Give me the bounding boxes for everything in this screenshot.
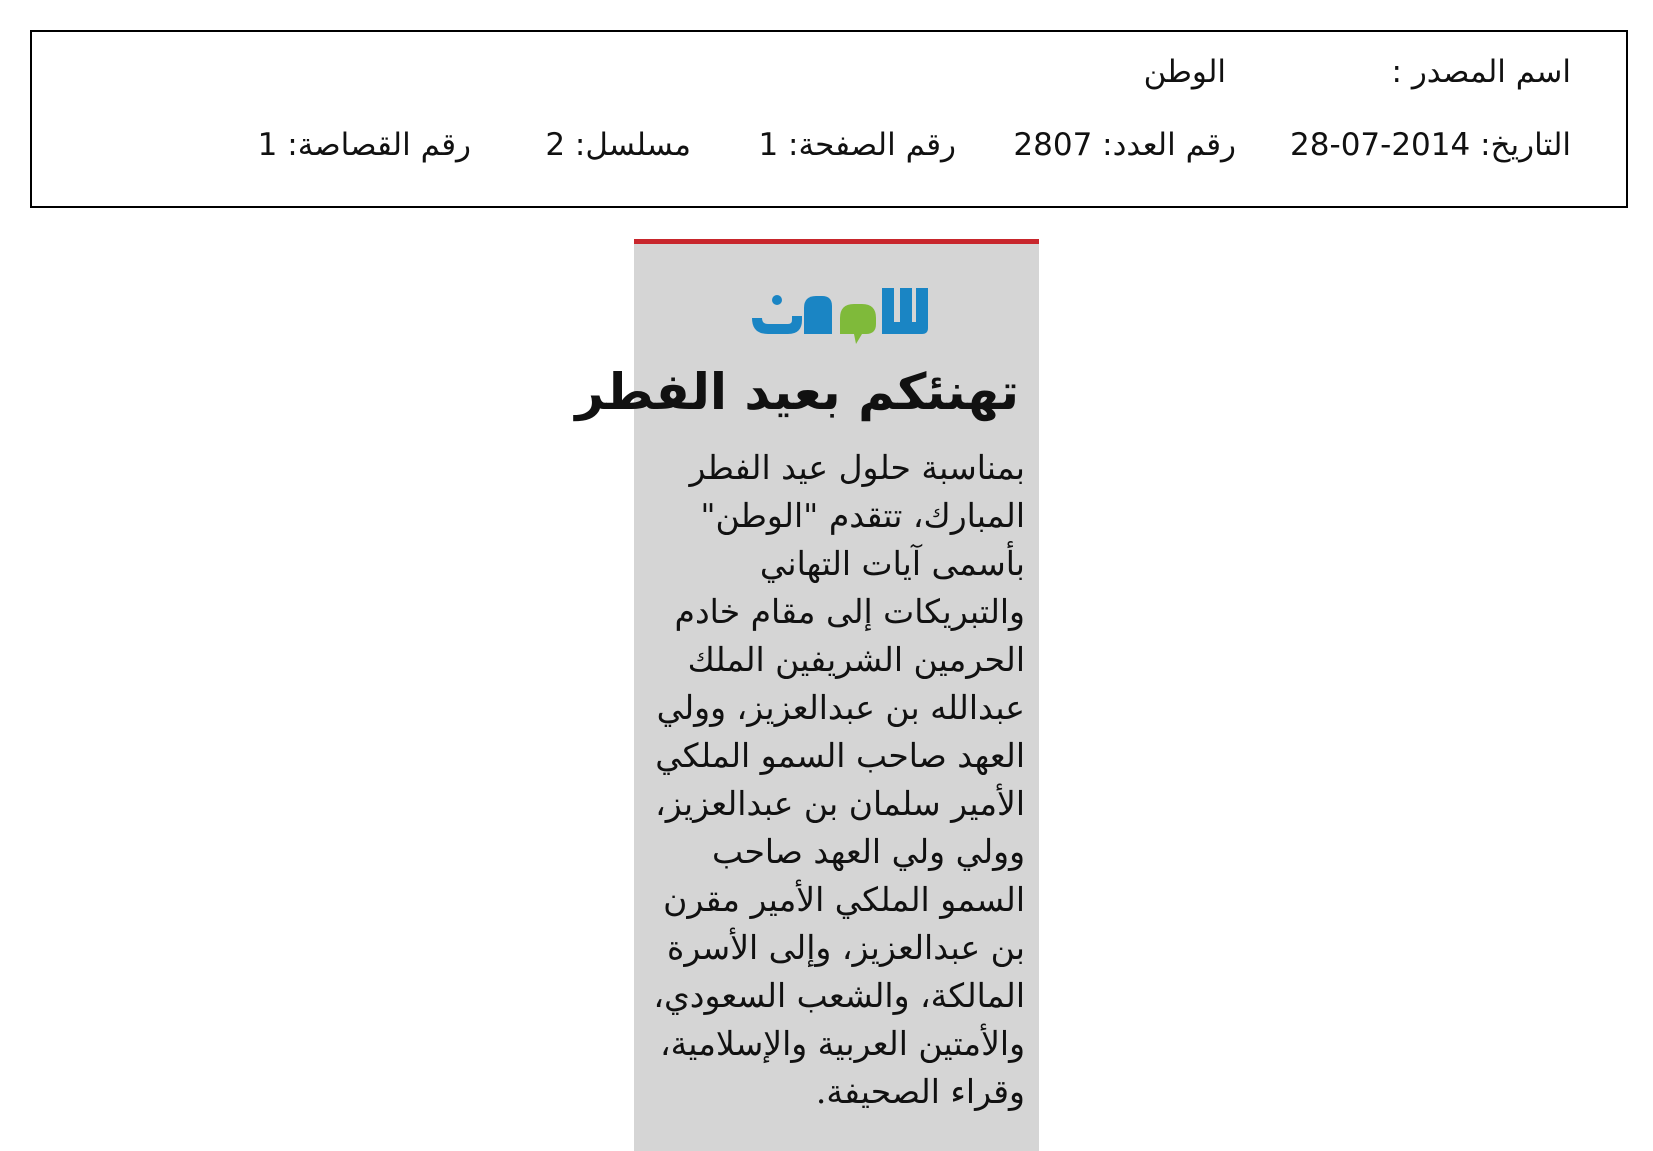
page-number-field: رقم الصفحة: 1 <box>758 127 956 163</box>
date-field: التاريخ: 2014-07-28 <box>1290 127 1571 163</box>
newspaper-logo <box>744 274 944 354</box>
body-line: عبدالله بن عبدالعزيز، وولي <box>656 688 1025 727</box>
source-value: الوطن <box>1143 54 1226 90</box>
clip-number-field: رقم القصاصة: 1 <box>257 127 471 163</box>
body-line: المبارك، تتقدم "الوطن" <box>700 496 1025 535</box>
body-line: بمناسبة حلول عيد الفطر <box>689 448 1025 487</box>
clipping-metadata-box <box>30 30 1628 208</box>
body-line: العهد صاحب السمو الملكي <box>655 736 1025 775</box>
body-line: الحرمين الشريفين الملك <box>687 640 1025 679</box>
clipping-body <box>645 444 1025 1116</box>
source-label: اسم المصدر : <box>1391 54 1571 90</box>
issue-number-field: رقم العدد: 2807 <box>1013 127 1236 163</box>
clipping-headline: تهنئكم بعيد الفطر <box>575 363 1019 421</box>
body-line: بن عبدالعزيز، وإلى الأسرة <box>667 928 1025 967</box>
body-line: المالكة، والشعب السعودي، <box>653 976 1025 1015</box>
body-line: وولي ولي العهد صاحب <box>712 832 1025 871</box>
newspaper-clipping <box>575 239 1039 1151</box>
body-line: وقراء الصحيفة. <box>815 1072 1025 1111</box>
serial-field: مسلسل: 2 <box>545 127 691 163</box>
body-line: السمو الملكي الأمير مقرن <box>663 880 1025 919</box>
logo-glyph-shapes <box>752 288 928 344</box>
body-line: والتبريكات إلى مقام خادم <box>674 592 1025 631</box>
body-line: والأمتين العربية والإسلامية، <box>659 1024 1025 1063</box>
body-line: الأمير سلمان بن عبدالعزيز، <box>655 784 1025 823</box>
body-line: بأسمى آيات التهاني <box>759 544 1025 583</box>
